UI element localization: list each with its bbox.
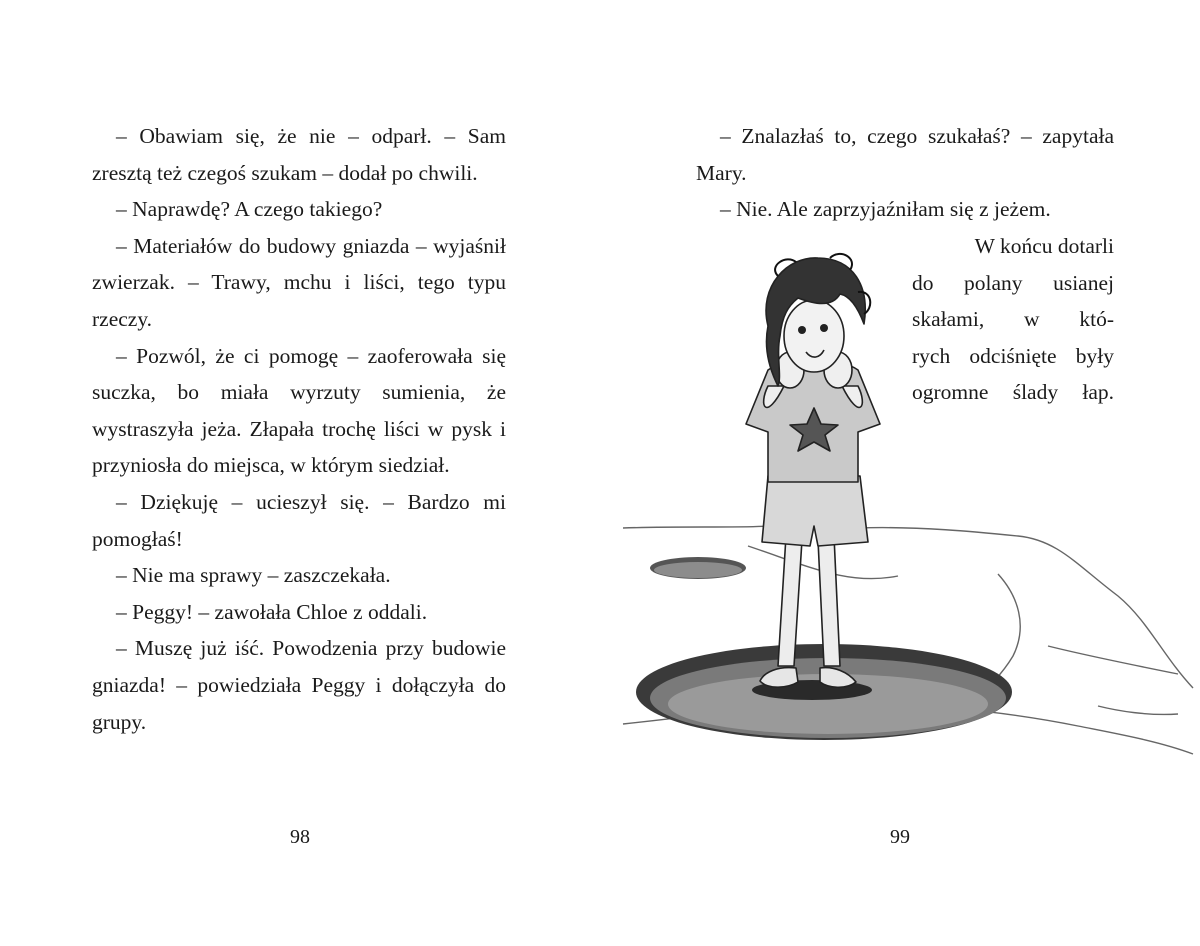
girl-figure bbox=[746, 254, 880, 700]
paragraph: – Muszę już iść. Powodzenia przy budowie gniazda! – powiedziała Peggy i dołączyła do grupy. bbox=[92, 636, 506, 734]
paragraph: – Peggy! – zawołała Chloe z oddali. bbox=[116, 599, 428, 624]
narration-line: skałami, w któ- bbox=[912, 307, 1114, 332]
paragraph: – Nie. Ale zaprzyjaźniłam się z jeżem. bbox=[720, 197, 1051, 222]
page-number-left: 98 bbox=[290, 826, 310, 848]
small-footprint bbox=[650, 557, 746, 579]
paragraph: – Nie ma sprawy – zaszczekała. bbox=[116, 563, 391, 588]
paragraph: – Naprawdę? A czego takiego? bbox=[116, 197, 383, 222]
narration-line: do polany usianej bbox=[912, 270, 1114, 295]
narration-line: rych odciśnięte były bbox=[912, 343, 1114, 368]
paragraph: – Dziękuję – ucieszył się. – Bardzo mi pomogłaś! bbox=[92, 489, 506, 551]
narration-line: W końcu dotarli bbox=[974, 234, 1114, 258]
girl-on-footprint-illustration bbox=[618, 236, 1198, 776]
right-page bbox=[600, 0, 1200, 946]
narration-line: ogromne ślady łap. bbox=[912, 380, 1114, 405]
page-number-right: 99 bbox=[890, 826, 910, 848]
left-page-text bbox=[92, 118, 506, 740]
paragraph: – Obawiam się, że nie – odparł. – Sam zresztą też czegoś szukam – dodał po chwili. bbox=[92, 124, 506, 185]
paragraph: – Znalazłaś to, czego szukałaś? – zapytała Mary. bbox=[696, 124, 1114, 185]
right-page-dialog bbox=[696, 118, 1114, 228]
paragraph: – Pozwól, że ci pomogę – zaoferowała się suczka, bo miała wyrzuty sumienia, że wystraszyła jeża. Złapała trochę liści w pysk i przyniosła do miejsca, w którym siedział. bbox=[92, 343, 506, 478]
paragraph: – Materiałów do budowy gniazda – wyjaśnił zwierzak. – Trawy, mchu i liści, tego typu rzeczy. bbox=[92, 233, 506, 331]
